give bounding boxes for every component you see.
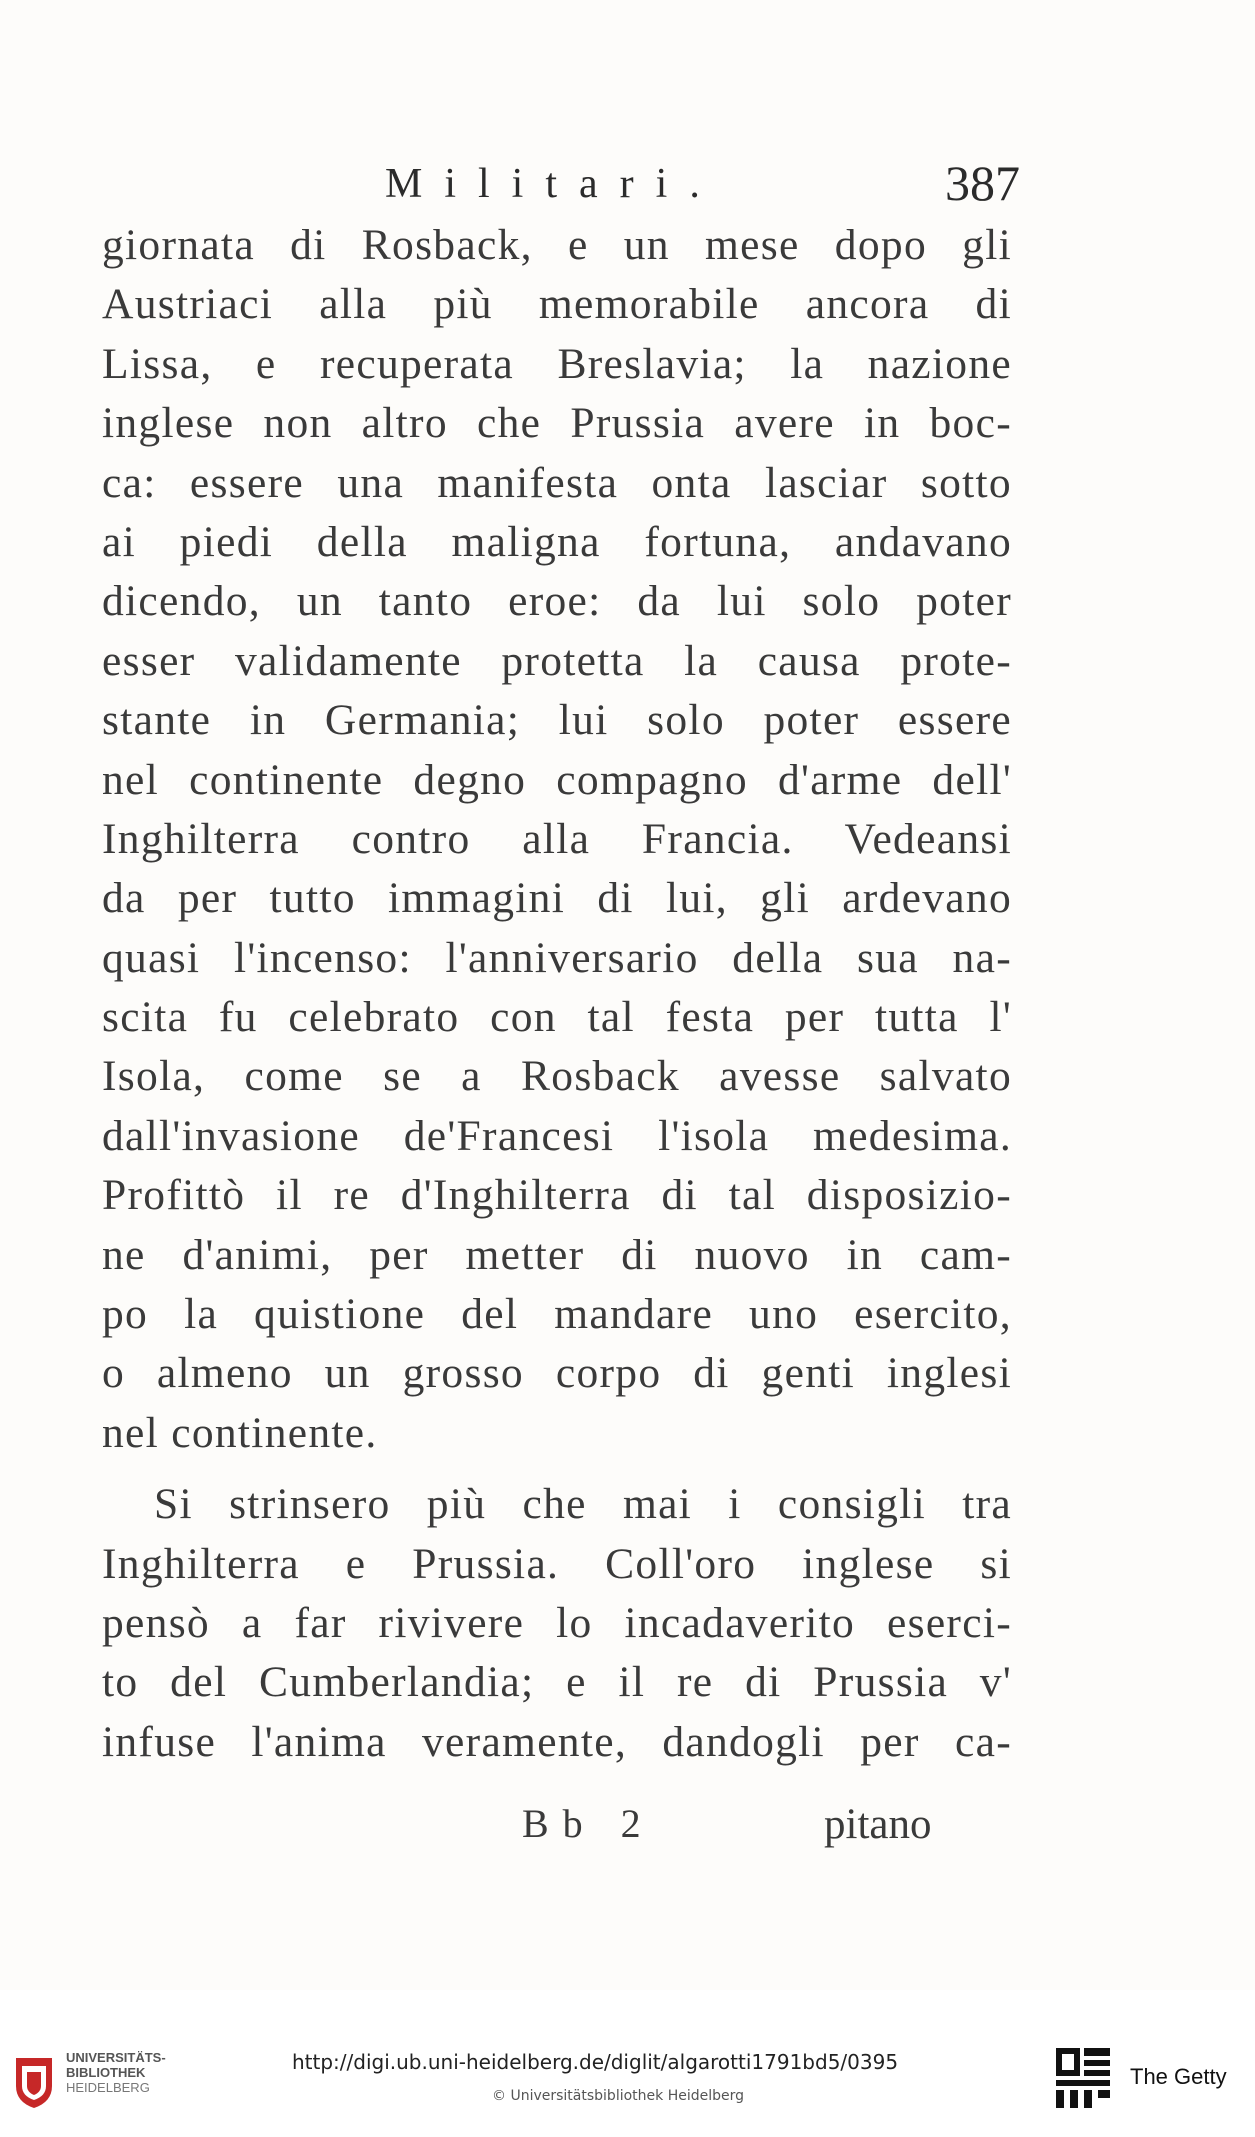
text-line: Profittò il re d'Inghilterra di tal disposizio-	[102, 1171, 1012, 1220]
text-line: ca: essere una manifesta onta lasciar sotto	[102, 458, 1012, 507]
text-line: dicendo, un tanto eroe: da lui solo poter	[102, 577, 1012, 626]
text-line: o almeno un grosso corpo di genti inglesi	[102, 1349, 1012, 1398]
text-line: giornata di Rosback, e un mese dopo gli	[102, 221, 1012, 269]
text-line: po la quistione del mandare uno esercito,	[102, 1290, 1012, 1339]
text-line: Isola, come se a Rosback avesse salvato	[102, 1052, 1012, 1101]
text-line: da per tutto immagini di lui, gli ardevano	[102, 874, 1012, 923]
university-seal-icon	[12, 2052, 56, 2110]
page-number: 387	[945, 155, 1020, 211]
library-name-line: UNIVERSITÄTS-	[66, 2050, 166, 2065]
text-line: scita fu celebrato con tal festa per tutta l'	[102, 993, 1012, 1042]
permalink-url[interactable]: http://digi.ub.uni-heidelberg.de/diglit/algarotti1791bd5/0395	[292, 2050, 899, 2074]
getty-logo-icon	[1054, 2046, 1112, 2110]
text-line: infuse l'anima veramente, dandogli per ca-	[102, 1717, 1012, 1766]
page-header	[385, 150, 1035, 220]
library-name	[66, 2050, 166, 2095]
paragraph-gap	[102, 1463, 1012, 1475]
text-line: pensò a far rivivere lo incadaverito eserci-	[102, 1598, 1012, 1647]
getty-name: The Getty	[1130, 2064, 1227, 2089]
text-line: Austriaci alla più memorabile ancora di	[102, 280, 1012, 329]
text-line: quasi l'incenso: l'anniversario della sua na-	[102, 933, 1012, 982]
text-line: Si strinsero più che mai i consigli tra	[154, 1480, 1012, 1529]
body-text	[102, 216, 1012, 1772]
digital-library-footer	[0, 2030, 1255, 2137]
text-line: stante in Germania; lui solo poter essere	[102, 696, 1012, 745]
running-title: Militari.	[385, 161, 722, 207]
text-line: esser validamente protetta la causa prote-	[102, 636, 1012, 685]
text-line: ne d'animi, per metter di nuovo in cam-	[102, 1230, 1012, 1279]
text-line: dall'invasione de'Francesi l'isola medesima.	[102, 1111, 1012, 1160]
library-name-line: HEIDELBERG	[66, 2080, 150, 2095]
text-line: Lissa, e recuperata Breslavia; la nazione	[102, 339, 1012, 388]
text-line: ai piedi della maligna fortuna, andavano	[102, 517, 1012, 566]
catchword: pitano	[824, 1801, 932, 1848]
text-line: nel continente.	[102, 1408, 378, 1457]
copyright-notice: © Universitätsbibliothek Heidelberg	[492, 2088, 745, 2104]
signature-mark: Bb 2	[522, 1801, 655, 1846]
text-line: inglese non altro che Prussia avere in boc-	[102, 399, 1012, 448]
text-line: Inghilterra contro alla Francia. Vedeansi	[102, 814, 1012, 863]
text-line: nel continente degno compagno d'arme dell'	[102, 755, 1012, 804]
text-line: Inghilterra e Prussia. Coll'oro inglese si	[102, 1539, 1012, 1588]
text-line: to del Cumberlandia; e il re di Prussia v'	[102, 1658, 1012, 1707]
library-name-line: BIBLIOTHEK	[66, 2065, 146, 2080]
